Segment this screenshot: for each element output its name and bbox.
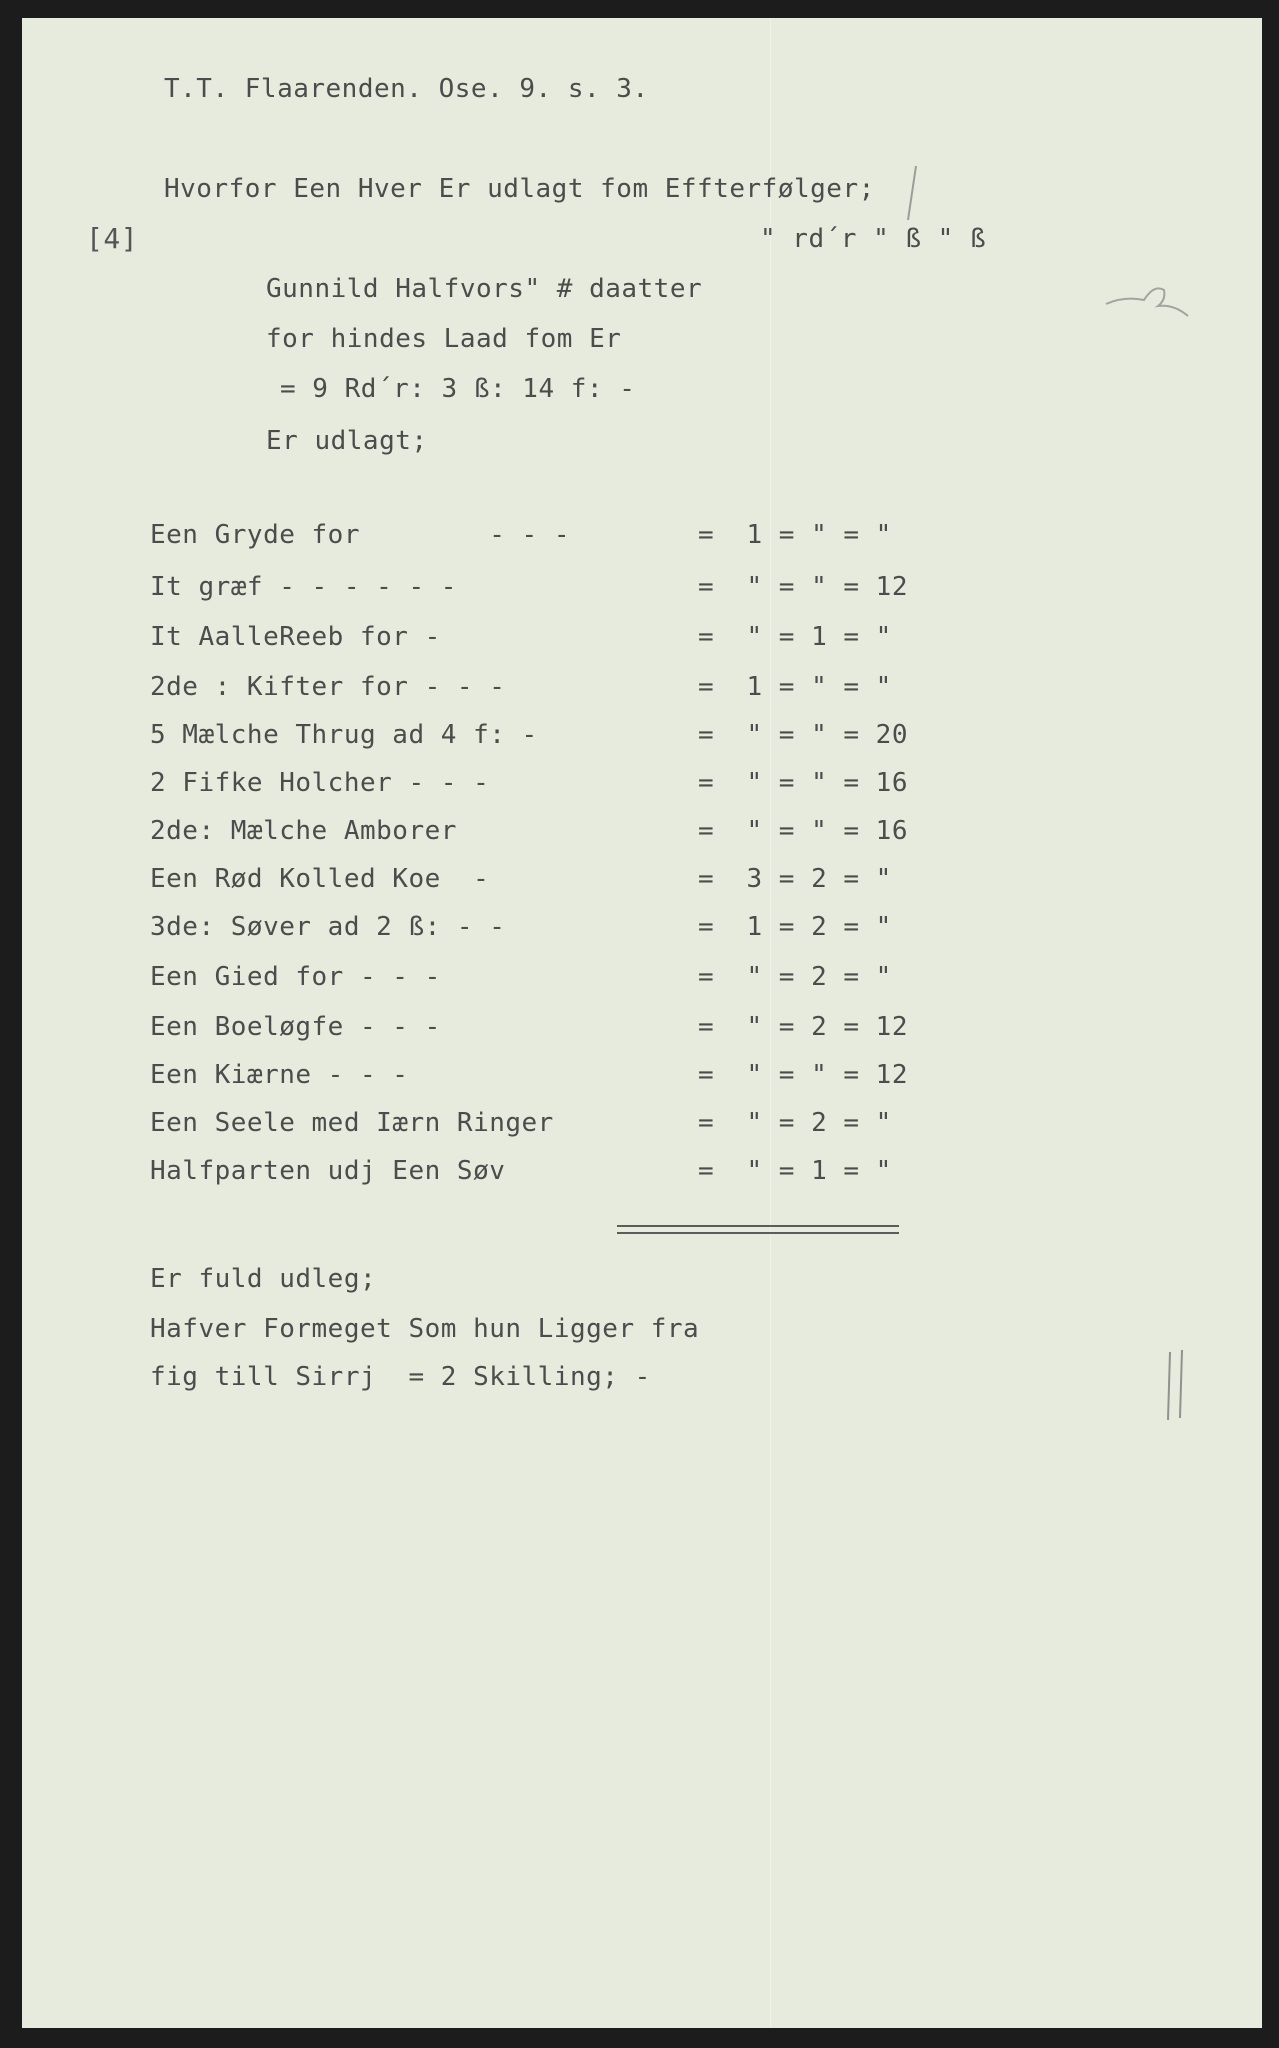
item-row: [150, 622, 1050, 656]
intro-line: Hvorfor Een Hver Er udlagt fom Effterfølger;: [164, 174, 875, 204]
item-amount: = " = 2 = ": [698, 962, 892, 992]
item-row: [150, 1156, 1050, 1190]
item-row: [150, 768, 1050, 802]
heir-share-line: for hindes Laad fom Er: [266, 324, 622, 354]
item-description: Een Kiærne - - -: [150, 1060, 409, 1090]
item-row: [150, 1108, 1050, 1142]
item-row: [150, 720, 1050, 754]
heir-udlagt-line: Er udlagt;: [266, 426, 428, 456]
item-row: [150, 864, 1050, 898]
item-row: [150, 520, 1050, 554]
item-row: [150, 1060, 1050, 1094]
item-description: Een Boeløgfe - - -: [150, 1012, 441, 1042]
item-description: 2 Fifke Holcher - - -: [150, 768, 490, 798]
item-description: 2de: Mælche Amborer: [150, 816, 457, 846]
item-amount: = " = 2 = ": [698, 1108, 892, 1138]
item-row: [150, 1012, 1050, 1046]
item-amount: = " = " = 20: [698, 720, 908, 750]
item-row: [150, 672, 1050, 706]
item-description: 5 Mælche Thrug ad 4 f: -: [150, 720, 538, 750]
item-description: Een Gryde for - - -: [150, 520, 570, 550]
item-amount: = " = 1 = ": [698, 1156, 892, 1186]
pencil-mark-double-stroke: [1162, 1348, 1192, 1428]
closing-line-3: fig till Sirrj = 2 Skilling; -: [150, 1362, 651, 1392]
pencil-mark-squiggle: [1104, 274, 1194, 324]
item-row: [150, 572, 1050, 606]
item-amount: = 1 = 2 = ": [698, 912, 892, 942]
item-amount: = 3 = 2 = ": [698, 864, 892, 894]
item-amount: = " = " = 12: [698, 572, 908, 602]
total-double-rule: [617, 1225, 899, 1234]
currency-column-headings: " rd´r " ß " ß: [760, 224, 987, 254]
closing-line-2: Hafver Formeget Som hun Ligger fra: [150, 1314, 700, 1344]
item-amount: = " = " = 16: [698, 768, 908, 798]
item-amount: = " = " = 12: [698, 1060, 908, 1090]
item-description: 3de: Søver ad 2 ß: - -: [150, 912, 506, 942]
item-row: [150, 962, 1050, 996]
item-description: It AalleReeb for -: [150, 622, 441, 652]
item-description: Een Gied for - - -: [150, 962, 441, 992]
item-description: Een Seele med Iærn Ringer: [150, 1108, 554, 1138]
heir-name-line: Gunnild Halfvors" # daatter: [266, 274, 703, 304]
item-row: [150, 816, 1050, 850]
item-description: 2de : Kifter for - - -: [150, 672, 506, 702]
pencil-mark-slash: [902, 164, 922, 224]
document-page: [22, 18, 1262, 2028]
archive-reference: T.T. Flaarenden. Ose. 9. s. 3.: [164, 74, 649, 104]
closing-line-1: Er fuld udleg;: [150, 1264, 377, 1294]
item-description: Een Rød Kolled Koe -: [150, 864, 490, 894]
item-description: It græf - - - - - -: [150, 572, 457, 602]
item-amount: = 1 = " = ": [698, 672, 892, 702]
item-amount: = " = 1 = ": [698, 622, 892, 652]
item-row: [150, 912, 1050, 946]
item-amount: = " = " = 16: [698, 816, 908, 846]
item-amount: = " = 2 = 12: [698, 1012, 908, 1042]
margin-page-number: [4]: [86, 222, 139, 255]
heir-share-amount: = 9 Rd´r: 3 ß: 14 f: -: [280, 374, 636, 404]
item-description: Halfparten udj Een Søv: [150, 1156, 506, 1186]
item-amount: = 1 = " = ": [698, 520, 892, 550]
